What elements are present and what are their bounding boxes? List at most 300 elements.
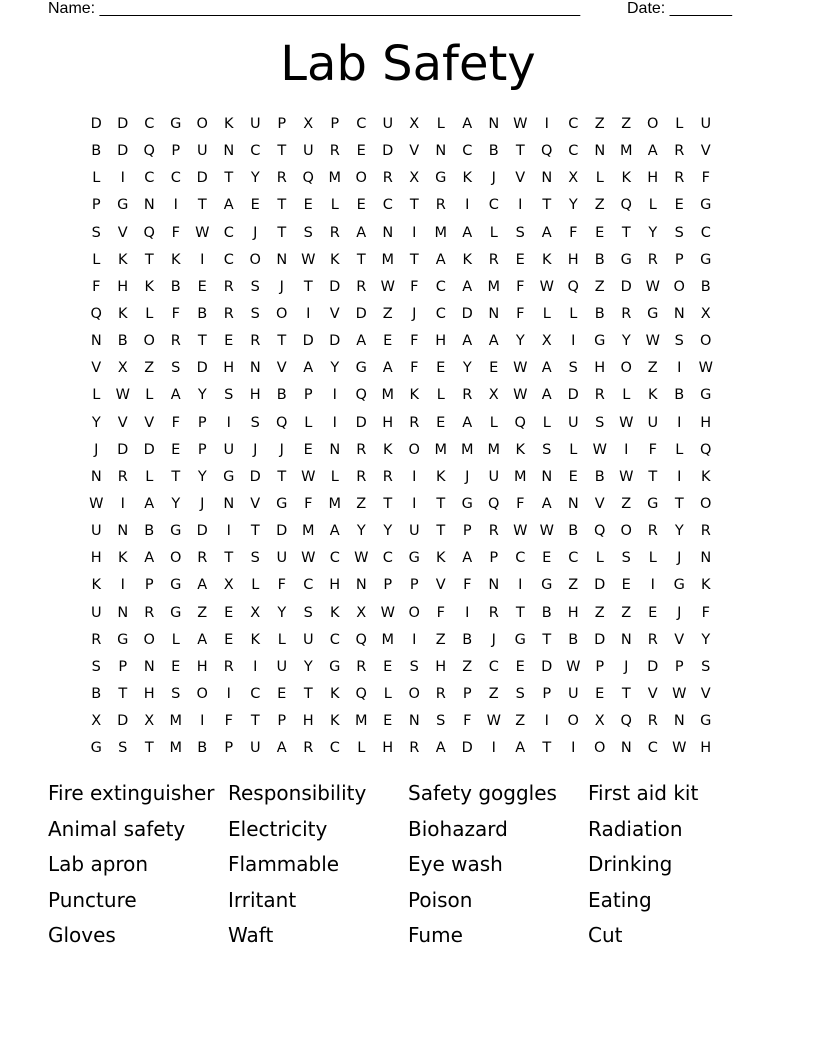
grid-letter: D bbox=[196, 360, 208, 377]
grid-letter: Y bbox=[515, 333, 525, 350]
grid-row bbox=[83, 138, 733, 165]
grid-letter: Y bbox=[277, 604, 287, 621]
grid-letter: N bbox=[408, 713, 420, 730]
grid-letter: W bbox=[619, 468, 634, 485]
grid-letter: J bbox=[677, 604, 682, 621]
grid-letter: A bbox=[303, 360, 314, 377]
grid-letter: U bbox=[196, 143, 208, 160]
grid-letter: E bbox=[224, 631, 234, 648]
grid-letter: U bbox=[302, 143, 314, 160]
grid-letter: E bbox=[515, 251, 525, 268]
grid-letter: J bbox=[491, 170, 496, 187]
grid-letter: T bbox=[224, 170, 234, 187]
grid-row bbox=[83, 708, 733, 735]
grid-letter: T bbox=[303, 278, 313, 295]
grid-letter: P bbox=[277, 713, 287, 730]
word-list-item: Animal safety bbox=[48, 816, 186, 841]
grid-letter: U bbox=[647, 414, 659, 431]
grid-letter: H bbox=[143, 686, 155, 703]
grid-letter: H bbox=[647, 170, 659, 187]
grid-letter: Y bbox=[91, 414, 101, 431]
grid-letter: R bbox=[223, 306, 234, 323]
grid-letter: O bbox=[170, 550, 182, 567]
grid-letter: W bbox=[513, 360, 528, 377]
grid-letter: Y bbox=[171, 496, 181, 513]
grid-letter: L bbox=[569, 306, 578, 323]
grid-letter: K bbox=[462, 170, 472, 187]
grid-letter: N bbox=[541, 170, 553, 187]
grid-letter: P bbox=[171, 143, 181, 160]
grid-letter: P bbox=[277, 116, 287, 133]
grid-letter: H bbox=[302, 713, 314, 730]
grid-letter: D bbox=[249, 468, 261, 485]
grid-letter: T bbox=[250, 713, 260, 730]
grid-letter: A bbox=[647, 143, 658, 160]
grid-letter: A bbox=[541, 387, 552, 404]
grid-letter: L bbox=[675, 441, 684, 458]
grid-letter: L bbox=[92, 387, 101, 404]
grid-letter: Q bbox=[488, 496, 500, 513]
grid-letter: C bbox=[568, 116, 579, 133]
grid-letter: P bbox=[462, 686, 472, 703]
grid-row bbox=[83, 545, 733, 572]
grid-letter: A bbox=[223, 197, 234, 214]
grid-letter: U bbox=[302, 631, 314, 648]
word-list-item: Fire extinguisher bbox=[48, 781, 215, 805]
grid-letter: E bbox=[356, 143, 366, 160]
grid-letter: I bbox=[544, 713, 549, 730]
grid-letter: S bbox=[568, 360, 578, 377]
grid-letter: G bbox=[514, 631, 526, 648]
grid-letter: W bbox=[301, 468, 316, 485]
grid-letter: C bbox=[170, 170, 181, 187]
grid-letter: S bbox=[436, 713, 446, 730]
grid-letter: F bbox=[304, 496, 313, 513]
grid-letter: G bbox=[90, 740, 102, 757]
grid-letter: V bbox=[91, 360, 102, 377]
grid-letter: K bbox=[621, 170, 631, 187]
grid-letter: S bbox=[250, 414, 260, 431]
grid-letter: R bbox=[488, 604, 499, 621]
grid-letter: I bbox=[226, 414, 231, 431]
grid-letter: P bbox=[674, 658, 684, 675]
word-list-item: Irritant bbox=[228, 887, 297, 912]
grid-letter: I bbox=[465, 197, 470, 214]
grid-letter: W bbox=[301, 550, 316, 567]
grid-letter: X bbox=[303, 116, 314, 133]
grid-letter: A bbox=[144, 550, 155, 567]
grid-letter: B bbox=[170, 278, 181, 295]
grid-letter: O bbox=[408, 441, 420, 458]
grid-letter: D bbox=[196, 170, 208, 187]
grid-row bbox=[83, 654, 733, 681]
grid-letter: U bbox=[249, 740, 261, 757]
grid-letter: L bbox=[92, 170, 101, 187]
grid-letter: K bbox=[700, 468, 711, 485]
grid-letter: U bbox=[90, 523, 102, 540]
grid-letter: R bbox=[594, 387, 605, 404]
grid-letter: C bbox=[356, 116, 367, 133]
grid-letter: B bbox=[197, 740, 208, 757]
grid-letter: G bbox=[170, 604, 182, 621]
grid-letter: M bbox=[328, 170, 341, 187]
grid-letter: O bbox=[673, 278, 685, 295]
grid-letter: V bbox=[674, 631, 685, 648]
grid-letter: I bbox=[120, 577, 125, 594]
grid-letter: A bbox=[197, 631, 208, 648]
grid-letter: D bbox=[329, 333, 341, 350]
grid-letter: W bbox=[566, 658, 581, 675]
grid-letter: C bbox=[250, 686, 261, 703]
grid-letter: T bbox=[621, 224, 631, 241]
grid-letter: N bbox=[435, 143, 447, 160]
grid-letter: D bbox=[117, 713, 129, 730]
grid-letter: Z bbox=[647, 360, 658, 377]
grid-letter: S bbox=[674, 333, 684, 350]
grid-letter: Q bbox=[594, 523, 606, 540]
grid-letter: G bbox=[170, 116, 182, 133]
grid-letter: I bbox=[412, 468, 417, 485]
grid-letter: K bbox=[435, 468, 446, 485]
grid-letter: G bbox=[647, 496, 659, 513]
grid-row bbox=[83, 437, 733, 464]
grid-letter: C bbox=[382, 197, 393, 214]
grid-letter: A bbox=[435, 740, 446, 757]
grid-row bbox=[83, 355, 733, 382]
grid-letter: E bbox=[595, 224, 605, 241]
grid-letter: G bbox=[700, 197, 712, 214]
grid-letter: G bbox=[700, 387, 712, 404]
grid-letter: G bbox=[673, 577, 685, 594]
grid-letter: W bbox=[513, 116, 528, 133]
grid-letter: L bbox=[357, 740, 366, 757]
grid-row bbox=[83, 410, 733, 437]
grid-letter: N bbox=[567, 496, 579, 513]
grid-letter: E bbox=[277, 686, 287, 703]
grid-letter: N bbox=[355, 577, 367, 594]
grid-letter: A bbox=[462, 333, 473, 350]
grid-letter: X bbox=[356, 604, 367, 621]
word-list-item: Waft bbox=[228, 923, 274, 948]
grid-letter: V bbox=[594, 496, 605, 513]
grid-letter: C bbox=[515, 550, 526, 567]
grid-letter: K bbox=[250, 631, 260, 648]
grid-letter: Y bbox=[674, 523, 684, 540]
grid-letter: D bbox=[620, 278, 632, 295]
grid-letter: Q bbox=[541, 143, 553, 160]
grid-letter: S bbox=[515, 686, 525, 703]
grid-letter: W bbox=[539, 523, 554, 540]
grid-letter: L bbox=[383, 686, 392, 703]
grid-letter: S bbox=[250, 278, 260, 295]
grid-letter: A bbox=[144, 496, 155, 513]
grid-letter: D bbox=[461, 306, 473, 323]
grid-letter: H bbox=[700, 740, 712, 757]
word-list-item: Safety goggles bbox=[408, 781, 557, 805]
grid-row bbox=[83, 572, 733, 599]
grid-letter: N bbox=[488, 577, 500, 594]
date-field: Date: _______ bbox=[627, 0, 732, 17]
grid-letter: Q bbox=[620, 197, 632, 214]
grid-letter: K bbox=[329, 713, 340, 730]
grid-letter: S bbox=[542, 441, 552, 458]
grid-letter: S bbox=[250, 550, 260, 567]
grid-letter: E bbox=[436, 360, 446, 377]
grid-letter: Q bbox=[567, 278, 579, 295]
grid-letter: B bbox=[144, 523, 155, 540]
grid-letter: T bbox=[356, 251, 366, 268]
grid-letter: T bbox=[621, 686, 631, 703]
grid-letter: H bbox=[435, 333, 447, 350]
grid-letter: S bbox=[515, 224, 525, 241]
grid-letter: D bbox=[355, 414, 367, 431]
grid-letter: E bbox=[171, 658, 181, 675]
grid-letter: C bbox=[223, 251, 234, 268]
grid-letter: L bbox=[595, 170, 604, 187]
grid-letter: I bbox=[677, 468, 682, 485]
grid-letter: L bbox=[489, 224, 498, 241]
grid-letter: Z bbox=[488, 686, 499, 703]
grid-letter: T bbox=[277, 224, 287, 241]
grid-letter: O bbox=[196, 116, 208, 133]
grid-letter: C bbox=[223, 224, 234, 241]
grid-letter: L bbox=[489, 414, 498, 431]
grid-letter: X bbox=[91, 713, 102, 730]
grid-letter: K bbox=[515, 441, 525, 458]
grid-letter: V bbox=[435, 577, 446, 594]
grid-letter: R bbox=[488, 251, 499, 268]
grid-letter: N bbox=[700, 550, 712, 567]
grid-letter: X bbox=[541, 333, 552, 350]
grid-letter: P bbox=[144, 577, 154, 594]
grid-letter: O bbox=[276, 306, 288, 323]
grid-letter: S bbox=[250, 306, 260, 323]
grid-letter: Y bbox=[330, 360, 340, 377]
word-list-item: Electricity bbox=[228, 816, 328, 841]
grid-letter: I bbox=[253, 658, 258, 675]
grid-letter: T bbox=[383, 496, 393, 513]
grid-letter: W bbox=[380, 604, 395, 621]
grid-letter: A bbox=[462, 414, 473, 431]
grid-row bbox=[83, 192, 733, 219]
grid-letter: P bbox=[91, 197, 101, 214]
grid-letter: A bbox=[462, 224, 473, 241]
grid-letter: Q bbox=[355, 631, 367, 648]
grid-letter: M bbox=[169, 713, 182, 730]
grid-letter: N bbox=[117, 523, 129, 540]
grid-letter: R bbox=[700, 523, 711, 540]
grid-letter: X bbox=[409, 116, 420, 133]
grid-letter: Z bbox=[144, 360, 155, 377]
grid-letter: I bbox=[200, 251, 205, 268]
grid-letter: Z bbox=[621, 116, 632, 133]
grid-letter: T bbox=[436, 523, 446, 540]
grid-letter: I bbox=[544, 116, 549, 133]
grid-letter: I bbox=[624, 441, 629, 458]
grid-letter: J bbox=[279, 441, 284, 458]
grid-letter: U bbox=[223, 441, 235, 458]
grid-letter: C bbox=[382, 550, 393, 567]
grid-letter: B bbox=[674, 387, 685, 404]
grid-letter: K bbox=[409, 387, 419, 404]
grid-letter: N bbox=[276, 251, 288, 268]
grid-letter: P bbox=[462, 523, 472, 540]
grid-row bbox=[83, 464, 733, 491]
grid-letter: J bbox=[677, 550, 682, 567]
word-list-item: Gloves bbox=[48, 923, 116, 948]
page-title: Lab Safety bbox=[280, 36, 536, 92]
grid-letter: E bbox=[621, 577, 631, 594]
grid-letter: O bbox=[249, 251, 261, 268]
grid-letter: L bbox=[622, 387, 631, 404]
grid-letter: F bbox=[224, 713, 233, 730]
grid-letter: A bbox=[541, 496, 552, 513]
grid-letter: B bbox=[700, 278, 711, 295]
grid-letter: I bbox=[412, 496, 417, 513]
grid-letter: R bbox=[170, 333, 181, 350]
grid-letter: I bbox=[226, 523, 231, 540]
grid-letter: Y bbox=[383, 523, 393, 540]
grid-letter: E bbox=[568, 468, 578, 485]
grid-letter: E bbox=[224, 333, 234, 350]
grid-letter: P bbox=[674, 251, 684, 268]
grid-letter: A bbox=[462, 116, 473, 133]
grid-letter: R bbox=[197, 550, 208, 567]
grid-letter: Z bbox=[621, 496, 632, 513]
grid-letter: H bbox=[700, 414, 712, 431]
grid-letter: H bbox=[382, 414, 394, 431]
grid-letter: A bbox=[356, 333, 367, 350]
grid-letter: N bbox=[143, 658, 155, 675]
grid-letter: F bbox=[516, 278, 525, 295]
grid-letter: U bbox=[276, 658, 288, 675]
grid-letter: C bbox=[250, 143, 261, 160]
grid-letter: T bbox=[542, 631, 552, 648]
grid-letter: J bbox=[491, 631, 496, 648]
grid-letter: W bbox=[592, 441, 607, 458]
grid-letter: R bbox=[329, 224, 340, 241]
grid-letter: W bbox=[380, 278, 395, 295]
grid-letter: D bbox=[461, 740, 473, 757]
grid-letter: S bbox=[595, 414, 605, 431]
grid-letter: H bbox=[567, 251, 579, 268]
grid-letter: B bbox=[117, 333, 128, 350]
grid-letter: D bbox=[594, 577, 606, 594]
grid-letter: R bbox=[356, 441, 367, 458]
grid-letter: N bbox=[143, 197, 155, 214]
word-list-item: Puncture bbox=[48, 887, 137, 912]
grid-letter: P bbox=[489, 550, 499, 567]
grid-letter: K bbox=[329, 686, 340, 703]
grid-letter: E bbox=[171, 441, 181, 458]
grid-letter: O bbox=[620, 360, 632, 377]
grid-letter: T bbox=[197, 333, 207, 350]
grid-letter: A bbox=[170, 387, 181, 404]
grid-letter: S bbox=[91, 224, 101, 241]
grid-letter: B bbox=[568, 523, 579, 540]
grid-letter: L bbox=[542, 306, 551, 323]
grid-letter: R bbox=[647, 713, 658, 730]
grid-letter: U bbox=[408, 523, 420, 540]
grid-letter: E bbox=[383, 713, 393, 730]
grid-letter: F bbox=[410, 360, 419, 377]
grid-letter: L bbox=[277, 631, 286, 648]
grid-letter: Z bbox=[594, 116, 605, 133]
grid-letter: E bbox=[542, 550, 552, 567]
grid-letter: T bbox=[144, 740, 154, 757]
grid-letter: H bbox=[249, 387, 261, 404]
grid-row bbox=[83, 111, 733, 138]
grid-letter: G bbox=[170, 577, 182, 594]
grid-letter: G bbox=[620, 251, 632, 268]
grid-letter: C bbox=[435, 278, 446, 295]
grid-letter: R bbox=[382, 170, 393, 187]
grid-letter: U bbox=[567, 686, 579, 703]
grid-letter: W bbox=[354, 550, 369, 567]
grid-letter: B bbox=[276, 387, 287, 404]
grid-letter: N bbox=[90, 468, 102, 485]
grid-letter: F bbox=[463, 713, 472, 730]
grid-letter: B bbox=[541, 604, 552, 621]
grid-letter: K bbox=[170, 251, 181, 268]
grid-letter: K bbox=[117, 550, 128, 567]
grid-letter: M bbox=[169, 740, 182, 757]
grid-letter: I bbox=[226, 686, 231, 703]
grid-row bbox=[83, 328, 733, 355]
grid-letter: D bbox=[355, 306, 367, 323]
grid-letter: E bbox=[436, 414, 446, 431]
grid-letter: C bbox=[144, 170, 155, 187]
grid-letter: O bbox=[408, 604, 420, 621]
grid-letter: Z bbox=[594, 197, 605, 214]
grid-letter: W bbox=[672, 740, 687, 757]
grid-letter: Z bbox=[435, 631, 446, 648]
grid-letter: O bbox=[355, 170, 367, 187]
grid-letter: P bbox=[224, 740, 234, 757]
grid-letter: Z bbox=[462, 658, 473, 675]
grid-letter: F bbox=[701, 170, 710, 187]
grid-letter: N bbox=[541, 468, 553, 485]
grid-letter: H bbox=[382, 740, 394, 757]
grid-letter: V bbox=[276, 360, 287, 377]
grid-letter: D bbox=[276, 523, 288, 540]
grid-letter: Y bbox=[197, 468, 207, 485]
grid-letter: I bbox=[465, 604, 470, 621]
grid-letter: E bbox=[595, 686, 605, 703]
grid-letter: H bbox=[329, 577, 341, 594]
grid-letter: X bbox=[117, 360, 128, 377]
grid-letter: F bbox=[171, 414, 180, 431]
grid-letter: C bbox=[435, 306, 446, 323]
grid-letter: R bbox=[409, 740, 420, 757]
grid-letter: G bbox=[355, 360, 367, 377]
grid-letter: W bbox=[513, 523, 528, 540]
grid-letter: O bbox=[567, 713, 579, 730]
grid-letter: E bbox=[383, 333, 393, 350]
grid-letter: L bbox=[595, 550, 604, 567]
grid-letter: G bbox=[541, 577, 553, 594]
grid-letter: R bbox=[647, 523, 658, 540]
grid-letter: B bbox=[91, 686, 102, 703]
grid-letter: R bbox=[647, 631, 658, 648]
grid-letter: A bbox=[462, 278, 473, 295]
grid-letter: L bbox=[330, 197, 339, 214]
grid-letter: Q bbox=[514, 414, 526, 431]
grid-letter: G bbox=[329, 658, 341, 675]
grid-letter: K bbox=[117, 251, 128, 268]
grid-letter: O bbox=[196, 686, 208, 703]
grid-letter: D bbox=[647, 658, 659, 675]
